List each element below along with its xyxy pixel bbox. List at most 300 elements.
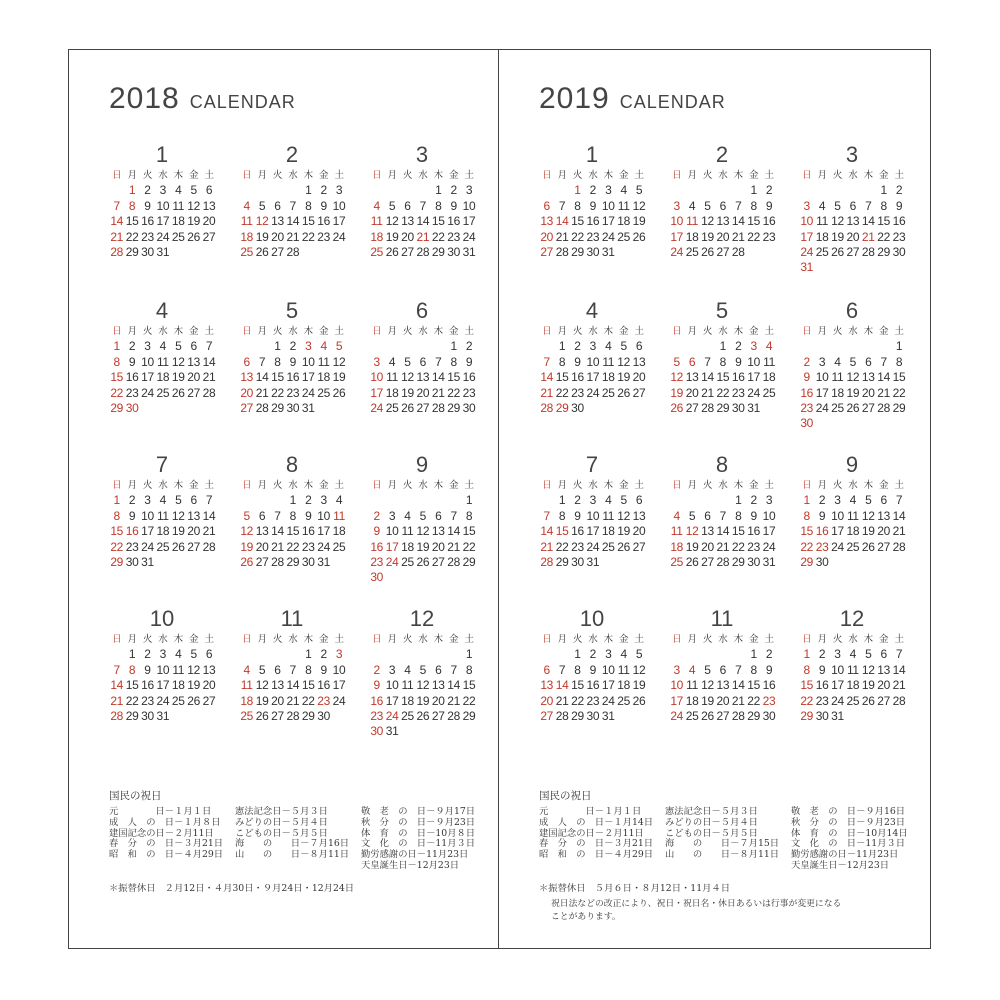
day-cell: 24: [815, 400, 829, 415]
day-cell: 14: [110, 678, 124, 693]
weekday-header: 日: [542, 326, 552, 337]
holiday-entry: 勤労感謝の日－11月23日: [791, 849, 899, 861]
day-cell: 4: [320, 339, 327, 354]
day-cell: 9: [574, 508, 581, 523]
day-cell: 11: [686, 214, 699, 229]
empty-cell: [554, 647, 569, 662]
weekday-header: 月: [127, 634, 137, 645]
day-cell: 26: [617, 539, 631, 554]
empty-cell: [700, 493, 715, 508]
day-cell: 19: [240, 539, 254, 554]
day-cell: 28: [286, 708, 300, 723]
empty-cell: [384, 183, 399, 198]
day-cell: 6: [880, 493, 887, 508]
day-cell: 4: [620, 183, 627, 198]
day-cell: 9: [128, 508, 136, 523]
weekday-header: 土: [894, 326, 904, 337]
day-cell: 7: [289, 662, 297, 677]
day-cell: 29: [286, 554, 300, 569]
day-cell: 14: [271, 524, 284, 539]
day-cell: 21: [701, 385, 714, 400]
weekday-header: 金: [449, 326, 459, 337]
day-cell: 14: [555, 678, 569, 693]
day-cell: 29: [800, 554, 814, 569]
empty-cell: [539, 183, 554, 198]
day-cell: 21: [555, 229, 569, 244]
day-cell: 17: [462, 214, 476, 229]
day-cell: 11: [333, 508, 345, 523]
day-cell: 12: [385, 214, 399, 229]
day-cell: 27: [540, 708, 554, 723]
holiday-column: [665, 807, 787, 872]
weekday-header: 土: [334, 480, 344, 491]
day-cell: 19: [416, 539, 430, 554]
day-cell: 14: [731, 214, 745, 229]
day-cell: 18: [846, 678, 860, 693]
day-cell: 6: [243, 354, 250, 369]
weekday-header: 火: [702, 170, 713, 181]
day-cell: 7: [895, 493, 903, 508]
day-cell: 27: [716, 708, 730, 723]
weekday-header: 水: [418, 326, 428, 337]
day-cell: 26: [240, 554, 254, 569]
day-cell: 27: [202, 229, 216, 244]
day-cell: 19: [255, 229, 269, 244]
day-cell: 14: [892, 662, 906, 677]
day-cell: 17: [586, 370, 600, 385]
weekday-header: 火: [572, 480, 583, 491]
day-cell: 16: [586, 214, 600, 229]
day-cell: 29: [110, 554, 124, 569]
weekday-header: 土: [464, 170, 474, 181]
holiday-entry: 文 化 の 日－11月３日: [791, 838, 906, 850]
day-cell: 3: [159, 183, 167, 198]
day-cell: 23: [892, 229, 906, 244]
day-cell: 10: [141, 354, 154, 369]
day-cell: 11: [156, 508, 169, 523]
day-cell: 31: [800, 260, 814, 275]
day-cell: 24: [586, 385, 600, 400]
substitute-holidays: ＊振替休日 ２月12日・４月30日・９月24日・12月24日: [109, 882, 355, 894]
day-cell: 27: [431, 554, 445, 569]
day-cell: 24: [332, 229, 346, 244]
day-cell: 26: [632, 693, 646, 708]
holiday-entry: 昭 和 の 日－４月29日: [109, 849, 224, 861]
month-name: 2: [285, 142, 299, 167]
day-cell: 8: [750, 198, 757, 213]
month-name: 9: [845, 452, 859, 477]
day-cell: 9: [589, 198, 597, 213]
day-cell: 8: [750, 662, 757, 677]
day-cell: 25: [762, 385, 776, 400]
day-cell: 16: [815, 678, 829, 693]
day-cell: 14: [447, 524, 461, 539]
empty-cell: [861, 183, 876, 198]
holiday-entry: こどもの日－５月５日: [665, 827, 758, 839]
month-name: 1: [585, 142, 599, 167]
day-cell: 26: [332, 385, 346, 400]
weekday-header: 木: [303, 480, 313, 491]
weekday-header: 水: [848, 480, 858, 491]
holiday-entry: 春 分 の 日－３月21日: [109, 838, 224, 850]
day-cell: 10: [586, 354, 600, 369]
day-cell: 20: [632, 370, 646, 385]
day-cell: 19: [171, 524, 185, 539]
month-8: [667, 452, 777, 570]
empty-cell: [270, 493, 285, 508]
weekday-header: 水: [848, 634, 858, 645]
day-cell: 15: [125, 214, 139, 229]
empty-cell: [384, 339, 399, 354]
day-cell: 7: [719, 508, 727, 523]
day-cell: 20: [716, 693, 730, 708]
weekday-header: 水: [718, 634, 728, 645]
empty-cell: [845, 183, 860, 198]
day-cell: 1: [465, 493, 473, 508]
holiday-entry: 敬 老 の 日－９月17日: [361, 806, 476, 817]
day-cell: 14: [861, 214, 875, 229]
day-cell: 27: [187, 385, 201, 400]
day-cell: 17: [370, 385, 384, 400]
holiday-entry: 建国記念の日－２月11日: [539, 827, 644, 839]
day-cell: 24: [831, 693, 844, 708]
day-cell: 9: [574, 354, 581, 369]
holiday-entry: 海 の 日－７月15日: [665, 838, 780, 850]
day-cell: 19: [846, 385, 860, 400]
day-cell: 5: [704, 198, 711, 213]
day-cell: 14: [731, 678, 745, 693]
day-cell: 27: [701, 554, 714, 569]
day-cell: 4: [849, 647, 857, 662]
empty-cell: [731, 647, 746, 662]
day-cell: 8: [450, 354, 457, 369]
day-cell: 30: [125, 400, 139, 415]
day-grid: [669, 168, 777, 260]
empty-cell: [239, 183, 254, 198]
day-cell: 21: [286, 229, 300, 244]
day-cell: 20: [701, 539, 714, 554]
weekday-header: 月: [127, 170, 137, 181]
day-cell: 8: [465, 508, 473, 523]
day-cell: 28: [110, 708, 124, 723]
day-cell: 20: [431, 693, 445, 708]
day-cell: 18: [617, 678, 631, 693]
day-cell: 15: [731, 524, 745, 539]
day-cell: 10: [747, 354, 761, 369]
weekday-header: 火: [142, 326, 153, 337]
day-cell: 10: [462, 198, 476, 213]
day-cell: 8: [128, 662, 136, 677]
day-cell: 5: [849, 354, 857, 369]
day-cell: 7: [450, 662, 457, 677]
day-cell: 6: [435, 662, 442, 677]
day-cell: 18: [156, 370, 170, 385]
day-cell: 25: [846, 539, 860, 554]
day-cell: 7: [865, 198, 872, 213]
day-cell: 31: [462, 244, 476, 259]
month-name: 12: [409, 606, 435, 631]
month-name: 10: [149, 606, 175, 631]
day-cell: 24: [385, 708, 399, 723]
day-cell: 21: [271, 539, 284, 554]
day-cell: 4: [159, 339, 167, 354]
day-cell: 6: [865, 354, 872, 369]
day-cell: 23: [286, 385, 300, 400]
day-grid: [369, 478, 477, 586]
day-cell: 22: [800, 539, 814, 554]
day-cell: 28: [110, 244, 124, 259]
day-cell: 25: [156, 385, 170, 400]
day-cell: 16: [762, 214, 776, 229]
day-cell: 9: [373, 678, 380, 693]
day-cell: 10: [317, 508, 331, 523]
empty-cell: [830, 339, 845, 354]
weekday-header: 水: [848, 170, 858, 181]
day-grid: [539, 632, 647, 724]
empty-cell: [109, 647, 124, 662]
month-1: [107, 142, 217, 260]
weekday-header: 日: [542, 634, 552, 645]
weekday-header: 水: [848, 326, 858, 337]
day-cell: 4: [335, 493, 343, 508]
weekday-header: 水: [288, 326, 298, 337]
day-cell: 13: [416, 370, 430, 385]
day-cell: 6: [719, 198, 727, 213]
day-cell: 6: [719, 662, 727, 677]
weekday-header: 月: [257, 480, 267, 491]
day-cell: 11: [602, 508, 615, 523]
empty-cell: [239, 647, 254, 662]
day-cell: 25: [401, 554, 414, 569]
day-cell: 23: [141, 693, 154, 708]
day-cell: 12: [416, 678, 430, 693]
day-cell: 28: [431, 400, 445, 415]
day-cell: 10: [601, 198, 615, 213]
day-cell: 11: [401, 678, 414, 693]
weekday-header: 月: [257, 170, 267, 181]
day-cell: 19: [187, 678, 201, 693]
weekday-header: 木: [863, 634, 873, 645]
empty-cell: [254, 183, 269, 198]
day-cell: 10: [670, 214, 684, 229]
day-cell: 13: [202, 198, 216, 213]
day-cell: 19: [701, 693, 714, 708]
day-cell: 2: [128, 493, 136, 508]
day-cell: 5: [834, 198, 841, 213]
day-cell: 25: [815, 244, 829, 259]
day-cell: 18: [156, 524, 170, 539]
day-cell: 9: [320, 198, 327, 213]
day-cell: 26: [617, 385, 631, 400]
month-9: [367, 452, 477, 586]
day-cell: 2: [144, 647, 151, 662]
day-cell: 3: [465, 183, 473, 198]
day-cell: 28: [701, 400, 714, 415]
month-12: [367, 606, 477, 740]
day-cell: 5: [388, 198, 396, 213]
day-cell: 20: [877, 524, 891, 539]
weekday-header: 土: [894, 170, 904, 181]
empty-cell: [715, 647, 730, 662]
holiday-entry: 山 の 日－８月11日: [665, 849, 780, 861]
weekday-header: 金: [449, 634, 459, 645]
day-cell: 30: [301, 554, 315, 569]
weekday-header: 土: [764, 326, 774, 337]
month-name: 4: [585, 298, 599, 323]
day-cell: 2: [735, 339, 742, 354]
day-cell: 26: [187, 693, 201, 708]
day-cell: 4: [605, 339, 612, 354]
day-cell: 8: [465, 662, 473, 677]
weekday-header: 火: [402, 326, 413, 337]
day-cell: 3: [388, 508, 396, 523]
weekday-header: 金: [879, 170, 889, 181]
day-cell: 28: [271, 554, 284, 569]
day-cell: 1: [803, 647, 810, 662]
day-cell: 30: [571, 400, 584, 415]
weekday-header: 土: [204, 326, 214, 337]
day-cell: 26: [255, 244, 269, 259]
day-cell: 6: [543, 198, 550, 213]
day-cell: 9: [765, 198, 773, 213]
day-cell: 24: [670, 708, 684, 723]
weekday-header: 金: [879, 326, 889, 337]
weekday-header: 水: [158, 634, 168, 645]
day-cell: 25: [240, 244, 254, 259]
weekday-header: 土: [334, 326, 344, 337]
day-cell: 30: [141, 244, 154, 259]
day-cell: 3: [834, 647, 841, 662]
day-cell: 3: [673, 198, 680, 213]
day-cell: 29: [731, 554, 745, 569]
day-cell: 15: [301, 214, 315, 229]
day-cell: 30: [141, 708, 154, 723]
day-cell: 8: [305, 662, 312, 677]
weekday-header: 木: [303, 634, 313, 645]
day-cell: 8: [880, 198, 887, 213]
weekday-header: 金: [449, 170, 459, 181]
weekday-header: 月: [687, 634, 697, 645]
day-cell: 27: [431, 708, 445, 723]
day-cell: 22: [271, 385, 284, 400]
day-cell: 5: [620, 493, 627, 508]
day-cell: 23: [370, 708, 384, 723]
day-cell: 28: [555, 244, 569, 259]
day-cell: 4: [620, 647, 627, 662]
day-cell: 11: [763, 354, 775, 369]
day-cell: 20: [861, 385, 875, 400]
weekday-header: 月: [817, 480, 827, 491]
day-cell: 11: [617, 198, 630, 213]
day-cell: 7: [704, 354, 711, 369]
day-cell: 30: [286, 400, 300, 415]
weekday-header: 水: [418, 634, 428, 645]
empty-cell: [254, 647, 269, 662]
day-cell: 26: [416, 708, 430, 723]
day-cell: 15: [447, 370, 461, 385]
day-cell: 10: [831, 662, 844, 677]
day-cell: 8: [895, 354, 903, 369]
day-cell: 13: [685, 370, 699, 385]
day-cell: 29: [877, 244, 891, 259]
day-cell: 1: [574, 647, 581, 662]
day-cell: 10: [141, 508, 154, 523]
day-cell: 19: [401, 385, 414, 400]
day-cell: 9: [289, 354, 297, 369]
weekday-header: 日: [802, 480, 812, 491]
day-cell: 29: [716, 400, 730, 415]
day-cell: 22: [800, 693, 814, 708]
day-cell: 6: [190, 493, 197, 508]
day-cell: 28: [892, 693, 906, 708]
day-cell: 18: [685, 693, 699, 708]
day-cell: 29: [462, 708, 476, 723]
day-cell: 17: [141, 370, 154, 385]
day-cell: 3: [373, 354, 380, 369]
empty-cell: [876, 339, 891, 354]
day-cell: 13: [632, 508, 646, 523]
holiday-entry: 建国記念の日－２月11日: [109, 827, 214, 839]
day-cell: 27: [632, 539, 646, 554]
day-cell: 12: [240, 524, 254, 539]
day-cell: 4: [849, 493, 857, 508]
day-cell: 10: [332, 198, 346, 213]
holiday-entry: みどりの日－５月４日: [235, 816, 328, 828]
day-cell: 10: [831, 508, 844, 523]
day-cell: 10: [156, 198, 170, 213]
empty-cell: [285, 647, 300, 662]
day-cell: 13: [701, 524, 714, 539]
day-cell: 14: [447, 678, 461, 693]
day-cell: 28: [892, 539, 906, 554]
month-name: 6: [845, 298, 859, 323]
day-cell: 11: [386, 370, 399, 385]
day-cell: 4: [388, 354, 396, 369]
month-name: 7: [585, 452, 599, 477]
month-11: [237, 606, 347, 724]
weekday-header: 水: [588, 634, 598, 645]
day-cell: 3: [320, 493, 327, 508]
day-cell: 2: [320, 183, 327, 198]
holiday-entry: 体 育 の 日－10月14日: [791, 827, 908, 839]
day-cell: 21: [447, 539, 461, 554]
day-cell: 8: [558, 354, 566, 369]
weekday-header: 月: [387, 480, 397, 491]
day-cell: 3: [144, 493, 151, 508]
day-cell: 24: [800, 244, 814, 259]
empty-cell: [700, 647, 715, 662]
day-cell: 27: [240, 400, 254, 415]
weekday-header: 水: [288, 480, 298, 491]
weekday-header: 月: [817, 170, 827, 181]
day-cell: 3: [144, 339, 151, 354]
day-cell: 15: [555, 370, 569, 385]
day-cell: 20: [255, 539, 269, 554]
day-cell: 12: [187, 198, 201, 213]
empty-cell: [446, 647, 461, 662]
month-9: [797, 452, 907, 570]
day-cell: 14: [892, 508, 906, 523]
empty-cell: [384, 493, 399, 508]
day-grid: [369, 168, 477, 260]
day-cell: 15: [431, 214, 445, 229]
weekday-header: 金: [189, 170, 199, 181]
month-2: [667, 142, 777, 260]
weekday-header: 金: [619, 170, 629, 181]
day-cell: 22: [555, 539, 569, 554]
holiday-entry: 春 分 の 日－３月21日: [539, 838, 654, 850]
weekday-header: 木: [733, 326, 743, 337]
